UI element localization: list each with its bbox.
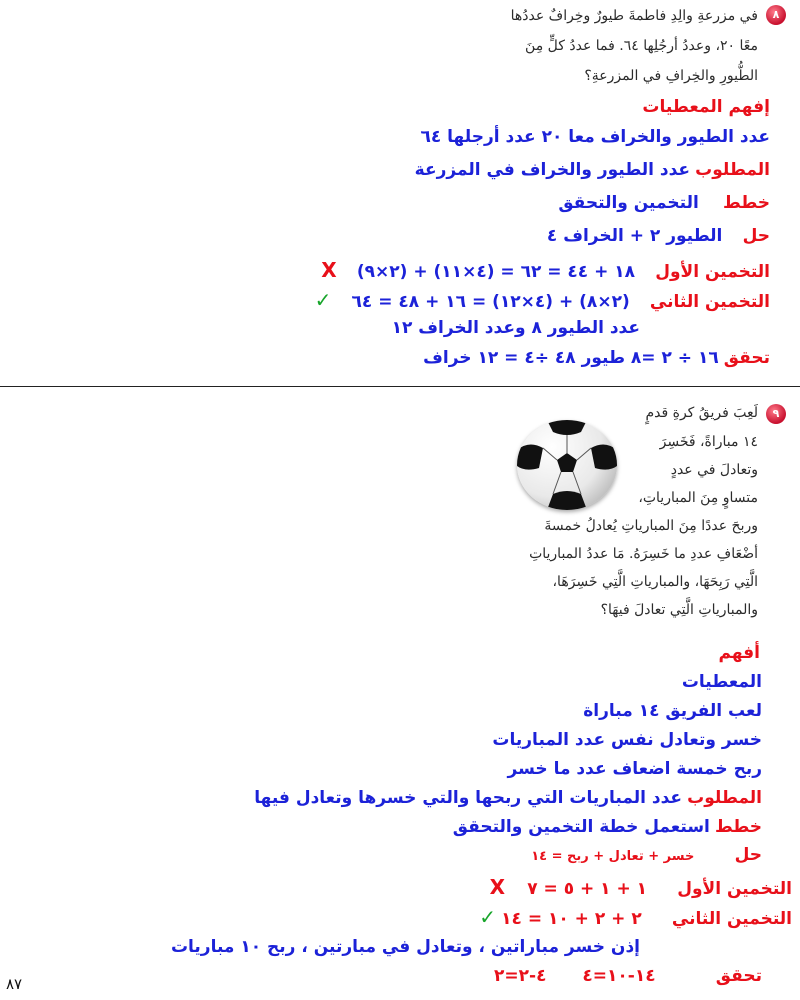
givens-title: المعطيات xyxy=(681,672,762,692)
problem-text-line: الَّتِي رَبِحَهَا، والمبارياتِ الَّتِي خَسِرَهَا، xyxy=(552,574,758,590)
guess1-expr: ١ + ١ + ٥ = ٧ xyxy=(527,879,648,899)
problem-text-line: الطُّيورِ والخِرافِ في المزرعةِ؟ xyxy=(584,68,758,84)
check-label: تحقق xyxy=(723,348,770,368)
question-number-badge: ٨ xyxy=(766,5,786,25)
solve-row xyxy=(547,226,770,246)
check-mark-icon: ✓ xyxy=(479,905,497,929)
check-text: ١٤-١٠=٤ ٤-٢=٢ xyxy=(493,966,656,986)
problem-text-line: في مزرعةِ والِدِ فاطمةَ طيورٌ وخِرافٌ عددُها xyxy=(510,8,758,24)
guess-row xyxy=(315,288,770,312)
problem-text-line: وربحَ عددًا مِنَ المبارياتِ يُعادلُ خمسةَ xyxy=(544,518,758,534)
plan-label: خطط xyxy=(714,817,762,837)
guess2-label: التخمين الثاني xyxy=(671,909,792,929)
required-row xyxy=(254,788,762,808)
solve-row xyxy=(531,845,762,865)
result-text: إذن خسر مباراتين ، وتعادل في مبارتين ، ربح ١٠ مباريات xyxy=(170,937,640,957)
check-label: تحقق xyxy=(715,966,762,986)
problem-text-line: معًا ٢٠، وعددُ أرجُلِها ٦٤. فما عددُ كلٍّ مِنَ xyxy=(525,38,758,54)
plan-row xyxy=(558,193,770,213)
check-mark-icon: ✓ xyxy=(314,288,332,312)
plan-row xyxy=(453,817,762,837)
required-label: المطلوب xyxy=(695,160,770,180)
wrong-mark-icon: X xyxy=(489,875,506,899)
solve-text: خسر + تعادل + ربح = ١٤ xyxy=(531,849,695,864)
required-text: عدد المباريات التي ربحها والتي خسرها وتعادل فيها xyxy=(254,788,683,808)
required-row xyxy=(415,160,770,180)
guess-row xyxy=(490,875,792,899)
required-text: عدد الطيور والخراف في المزرعة xyxy=(414,160,691,180)
guess2-expr: ٢ + ٢ + ١٠ = ١٤ xyxy=(501,909,642,929)
problem-text-line: متساوٍ مِنَ المبارياتِ، xyxy=(638,490,758,506)
guess1-label: التخمين الأول xyxy=(677,879,792,899)
given-line: خسر وتعادل نفس عدد المباريات xyxy=(492,730,762,750)
guess2-expr: (٢×٨) + (٤×١٢) = ١٦ + ٤٨ = ٦٤ xyxy=(351,292,630,312)
plan-label: خطط xyxy=(722,193,770,213)
guess1-label: التخمين الأول xyxy=(655,262,770,282)
solve-label: حل xyxy=(742,226,770,246)
understand-title: أفهم xyxy=(718,643,760,663)
guess-row xyxy=(321,258,770,282)
guess1-expr: (٢×٩) + (٤×١١) = ١٨ + ٤٤ = ٦٢ xyxy=(356,262,636,282)
given-line: ربح خمسة اضعاف عدد ما خسر xyxy=(507,759,762,779)
problem-text-line: ١٤ مباراةً، فَخَسِرَ xyxy=(659,434,758,450)
check-row xyxy=(494,966,762,986)
check-row xyxy=(423,348,770,368)
problem-text-line: وتعادلَ في عددٍ xyxy=(670,462,758,478)
problem-text-line: لَعِبَ فريقُ كرةِ قدمٍ xyxy=(645,405,758,421)
given-line: لعب الفريق ١٤ مباراة xyxy=(583,701,762,721)
problem-text-line: والمبارياتِ الَّتِي تعادلَ فيهَا؟ xyxy=(600,602,758,618)
guess-row xyxy=(479,905,792,929)
plan-text: التخمين والتحقق xyxy=(558,193,699,213)
plan-text: استعمل خطة التخمين والتحقق xyxy=(452,817,710,837)
result-text: عدد الطيور ٨ وعدد الخراف ١٢ xyxy=(391,318,640,338)
solve-label: حل xyxy=(734,845,762,865)
required-label: المطلوب xyxy=(687,788,762,808)
guess2-label: التخمين الثاني xyxy=(649,292,770,312)
problem-text-line: أضْعَافِ عددِ ما خَسِرَهُ. مَا عددُ المبارياتِ xyxy=(529,546,758,562)
page-number: ٨٧ xyxy=(6,975,23,993)
givens-text: عدد الطيور والخراف معا ٢٠ عدد أرجلها ٦٤ xyxy=(420,127,770,147)
question-number-badge: ٩ xyxy=(766,404,786,424)
check-text: ١٦ ÷ ٢ =٨ طيور ٤٨ ÷٤ = ١٢ خراف xyxy=(423,348,719,368)
solve-text: الطيور ٢ + الخراف ٤ xyxy=(546,226,723,246)
understand-title: إفهم المعطيات xyxy=(642,97,770,117)
wrong-mark-icon: X xyxy=(321,258,337,282)
section-divider xyxy=(0,386,800,387)
soccer-ball-image xyxy=(517,420,617,510)
